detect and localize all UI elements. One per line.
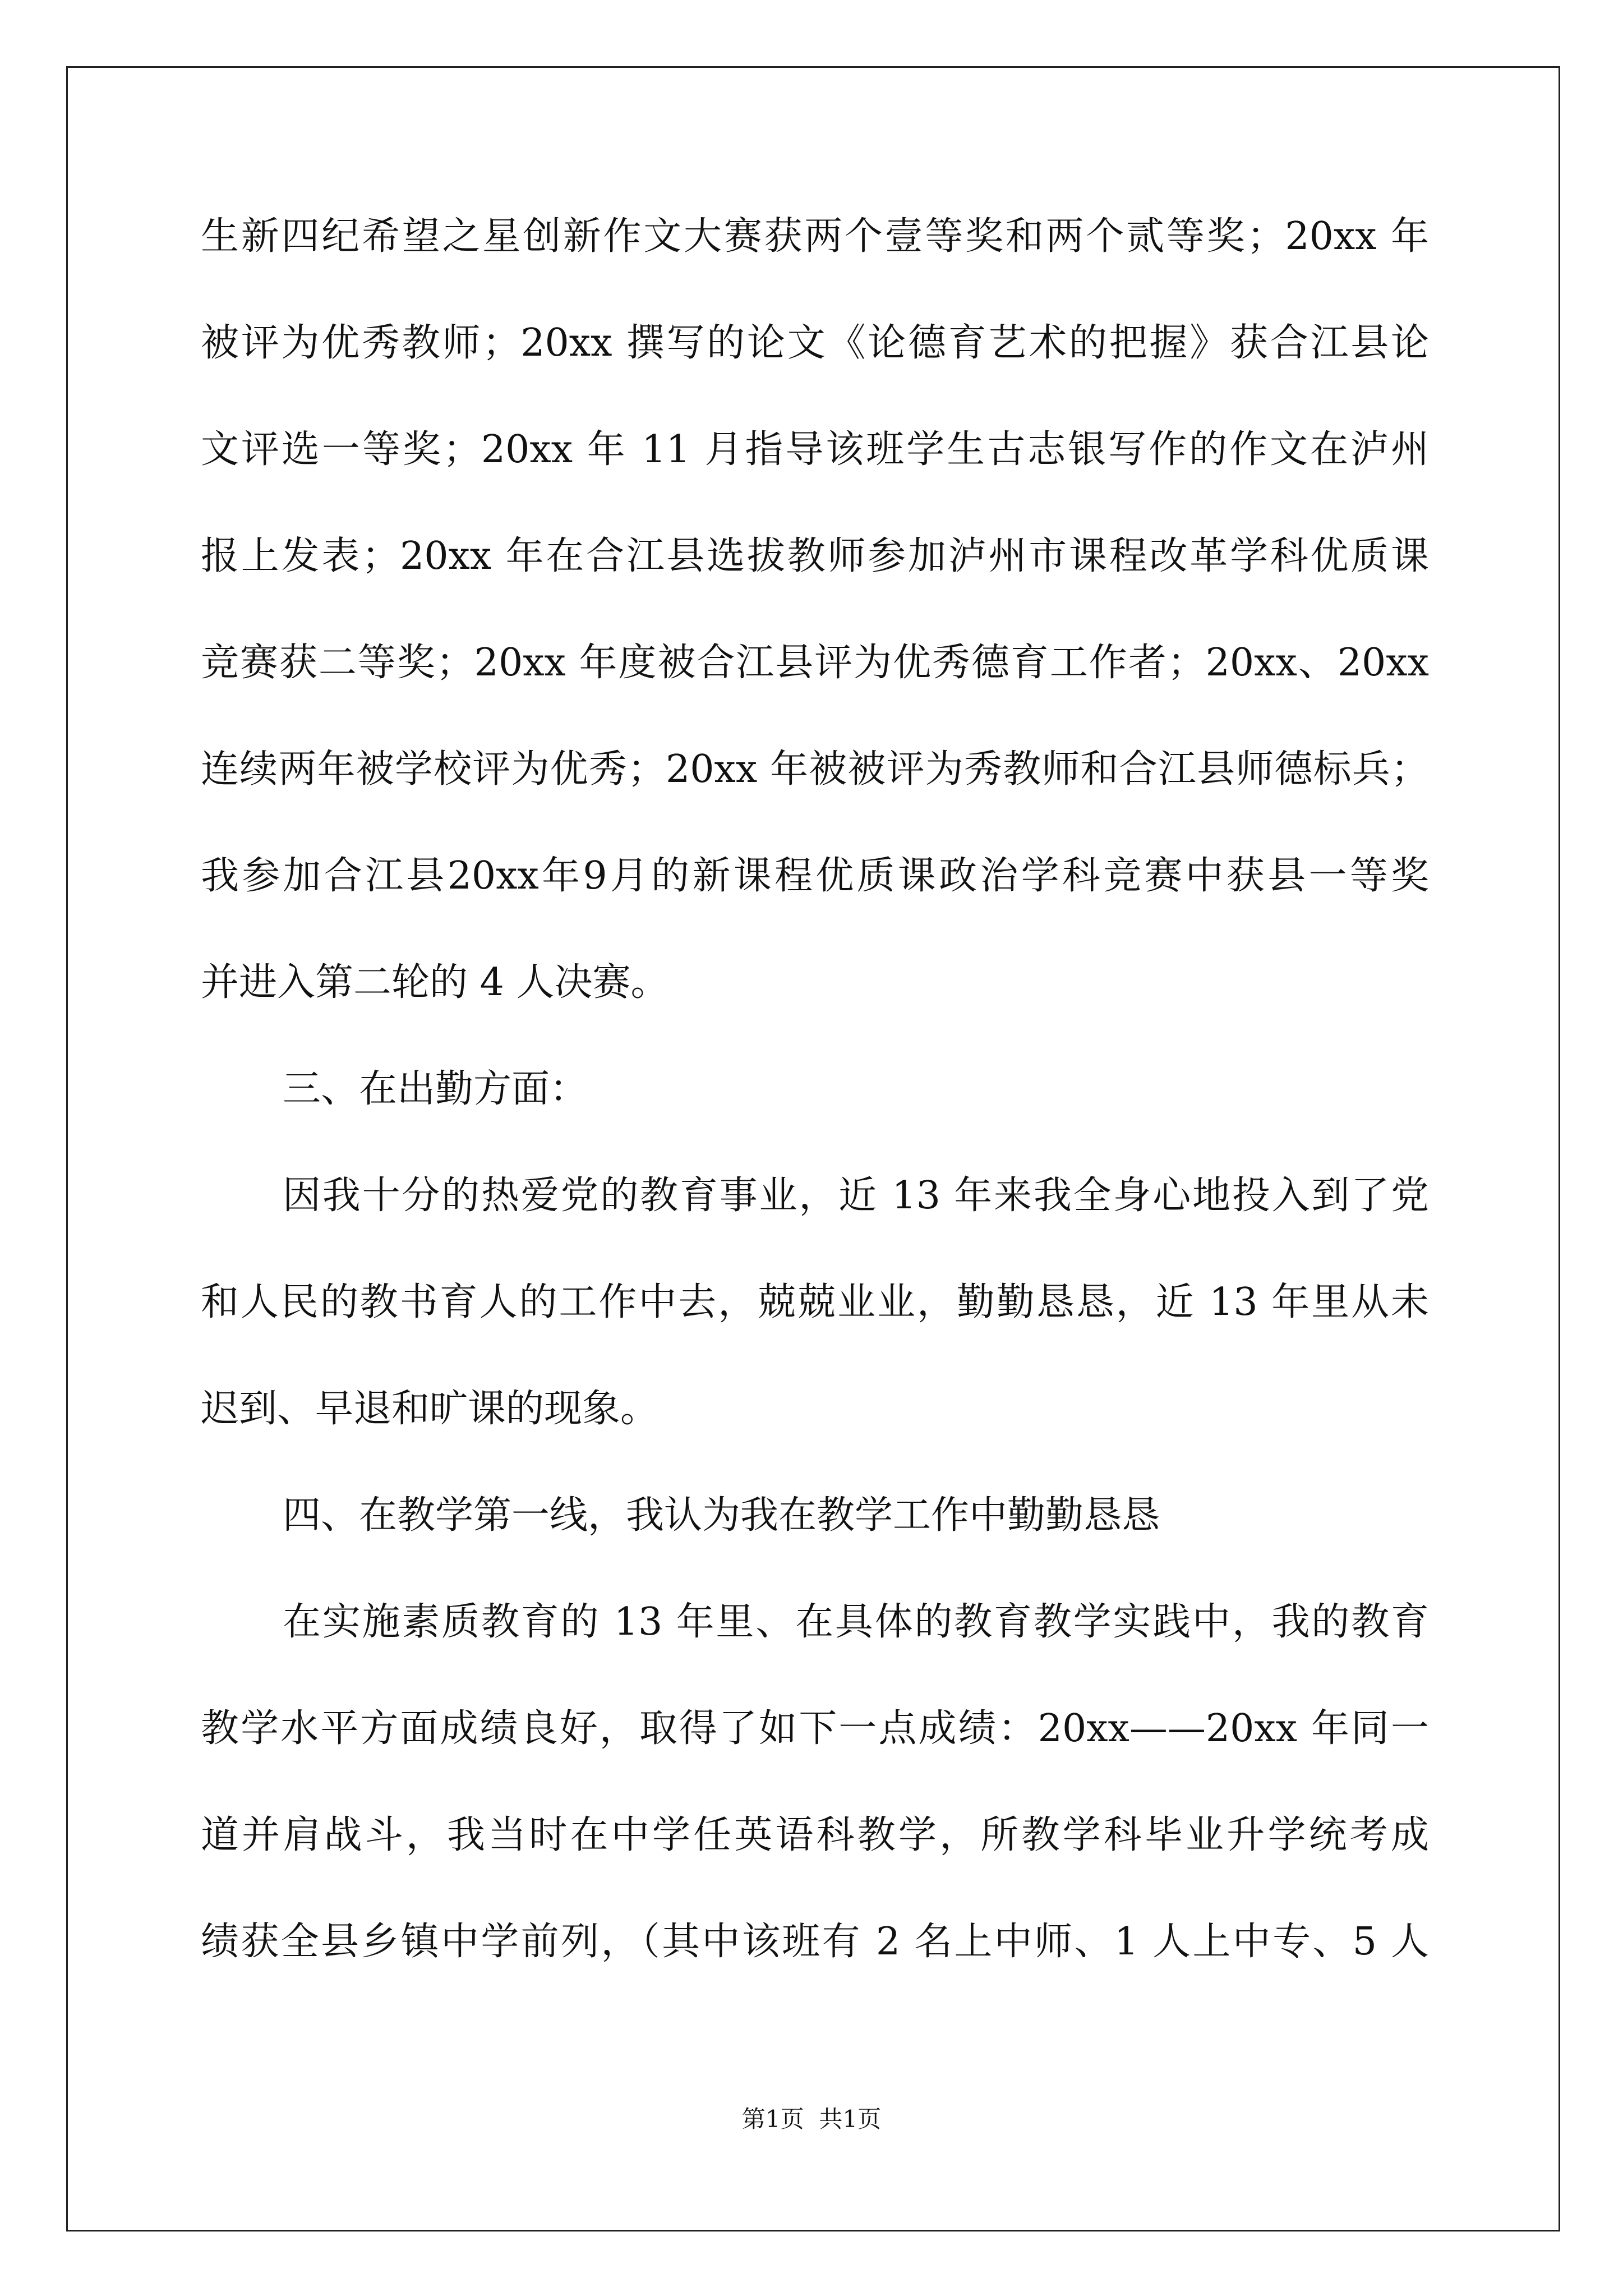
- text-line: 在实施素质教育的 13 年里、在具体的教育教学实践中，我的教育: [283, 1600, 1429, 1644]
- text-line: 我参加合江县20xx年9月的新课程优质课政治学科竞赛中获县一等奖: [201, 854, 1429, 898]
- text-line: 绩获全县乡镇中学前列，（其中该班有 2 名上中师、1 人上中专、5 人: [201, 1920, 1429, 1964]
- text-line: 报上发表；20xx 年在合江县选拔教师参加泸州市课程改革学科优质课: [201, 534, 1430, 578]
- section-heading: 四、在教学第一线，我认为我在教学工作中勤勤恳恳: [283, 1493, 1160, 1538]
- page-number-footer: 第1页 共1页: [741, 2105, 882, 2133]
- text-line: 并进入第二轮的 4 人决赛。: [201, 960, 669, 1005]
- text-line: 道并肩战斗，我当时在中学任英语科教学，所教学科毕业升学统考成: [201, 1813, 1429, 1857]
- text-line: 生新四纪希望之星创新作文大赛获两个壹等奖和两个贰等奖；20xx 年: [201, 214, 1429, 259]
- text-line: 教学水平方面成绩良好，取得了如下一点成绩：20xx——20xx 年同一: [201, 1706, 1429, 1751]
- text-line: 和人民的教书育人的工作中去，兢兢业业，勤勤恳恳，近 13 年里从未: [201, 1280, 1429, 1324]
- text-line: 文评选一等奖；20xx 年 11 月指导该班学生古志银写作的作文在泸州: [201, 427, 1429, 472]
- text-line: 因我十分的热爱党的教育事业，近 13 年来我全身心地投入到了党: [283, 1174, 1429, 1218]
- text-line: 被评为优秀教师；20xx 撰写的论文《论德育艺术的把握》获合江县论: [201, 321, 1429, 365]
- text-line: 竞赛获二等奖；20xx 年度被合江县评为优秀德育工作者；20xx、20xx: [201, 641, 1429, 685]
- text-line: 连续两年被学校评为优秀；20xx 年被被评为秀教师和合江县师德标兵；: [201, 747, 1429, 792]
- section-heading: 三、在出勤方面：: [283, 1067, 588, 1111]
- page-border: [66, 66, 1560, 2231]
- text-line: 迟到、早退和旷课的现象。: [201, 1387, 659, 1431]
